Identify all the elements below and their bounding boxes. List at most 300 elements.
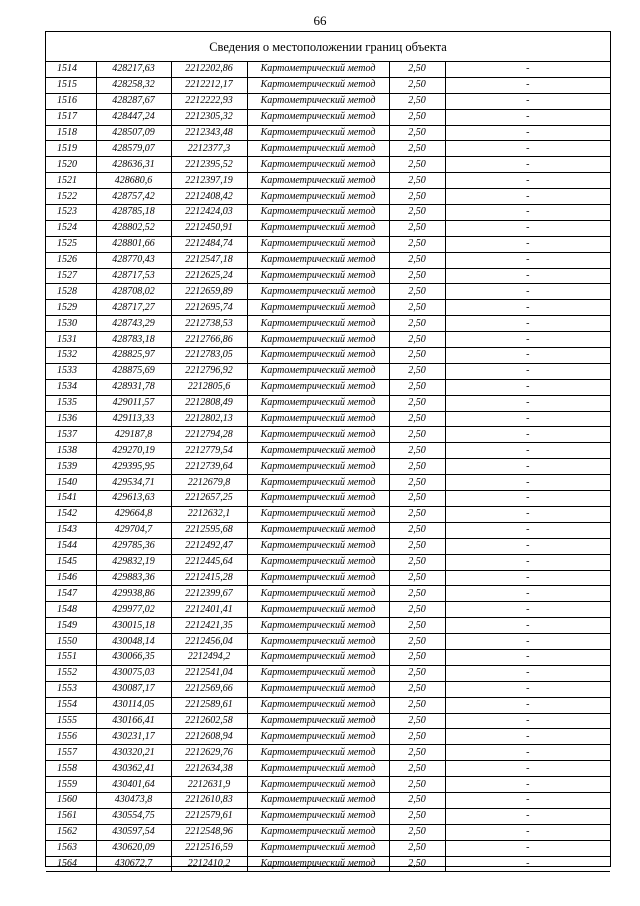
description-cell: - xyxy=(445,348,610,364)
description-cell: - xyxy=(445,729,610,745)
method-cell: Картометрический метод xyxy=(247,761,389,777)
method-cell: Картометрический метод xyxy=(247,427,389,443)
accuracy-cell: 2,50 xyxy=(389,316,445,332)
y-coordinate-cell: 2212424,03 xyxy=(171,205,247,221)
x-coordinate-cell: 429883,36 xyxy=(96,570,171,586)
y-coordinate-cell: 2212222,93 xyxy=(171,93,247,109)
y-coordinate-cell: 2212634,38 xyxy=(171,761,247,777)
point-number-cell: 1543 xyxy=(46,522,96,538)
y-coordinate-cell: 2212589,61 xyxy=(171,697,247,713)
x-coordinate-cell: 429011,57 xyxy=(96,395,171,411)
method-cell: Картометрический метод xyxy=(247,62,389,77)
table-row xyxy=(46,395,610,411)
x-coordinate-cell: 429704,7 xyxy=(96,522,171,538)
coordinates-table-frame xyxy=(45,31,611,867)
y-coordinate-cell: 2212579,61 xyxy=(171,808,247,824)
method-cell: Картометрический метод xyxy=(247,538,389,554)
point-number-cell: 1515 xyxy=(46,77,96,93)
point-number-cell: 1545 xyxy=(46,554,96,570)
accuracy-cell: 2,50 xyxy=(389,586,445,602)
x-coordinate-cell: 428636,31 xyxy=(96,157,171,173)
point-number-cell: 1542 xyxy=(46,506,96,522)
point-number-cell: 1547 xyxy=(46,586,96,602)
accuracy-cell: 2,50 xyxy=(389,348,445,364)
y-coordinate-cell: 2212445,64 xyxy=(171,554,247,570)
y-coordinate-cell: 2212629,76 xyxy=(171,745,247,761)
y-coordinate-cell: 2212410,2 xyxy=(171,856,247,872)
point-number-cell: 1520 xyxy=(46,157,96,173)
method-cell: Картометрический метод xyxy=(247,157,389,173)
description-cell: - xyxy=(445,745,610,761)
accuracy-cell: 2,50 xyxy=(389,506,445,522)
y-coordinate-cell: 2212657,25 xyxy=(171,491,247,507)
x-coordinate-cell: 430075,03 xyxy=(96,665,171,681)
accuracy-cell: 2,50 xyxy=(389,411,445,427)
description-cell: - xyxy=(445,697,610,713)
accuracy-cell: 2,50 xyxy=(389,173,445,189)
accuracy-cell: 2,50 xyxy=(389,427,445,443)
method-cell: Картометрический метод xyxy=(247,379,389,395)
method-cell: Картометрический метод xyxy=(247,236,389,252)
accuracy-cell: 2,50 xyxy=(389,93,445,109)
accuracy-cell: 2,50 xyxy=(389,777,445,793)
table-title: Сведения о местоположении границ объекта xyxy=(46,32,610,62)
point-number-cell: 1525 xyxy=(46,236,96,252)
x-coordinate-cell: 430066,35 xyxy=(96,649,171,665)
y-coordinate-cell: 2212202,86 xyxy=(171,62,247,77)
method-cell: Картометрический метод xyxy=(247,506,389,522)
y-coordinate-cell: 2212343,48 xyxy=(171,125,247,141)
table-row xyxy=(46,109,610,125)
method-cell: Картометрический метод xyxy=(247,634,389,650)
description-cell: - xyxy=(445,491,610,507)
x-coordinate-cell: 428743,29 xyxy=(96,316,171,332)
table-row xyxy=(46,220,610,236)
y-coordinate-cell: 2212632,1 xyxy=(171,506,247,522)
point-number-cell: 1536 xyxy=(46,411,96,427)
x-coordinate-cell: 430672,7 xyxy=(96,856,171,872)
table-row xyxy=(46,649,610,665)
x-coordinate-cell: 429113,33 xyxy=(96,411,171,427)
table-row xyxy=(46,268,610,284)
table-row xyxy=(46,681,610,697)
point-number-cell: 1541 xyxy=(46,491,96,507)
method-cell: Картометрический метод xyxy=(247,840,389,856)
y-coordinate-cell: 2212738,53 xyxy=(171,316,247,332)
page-number: 66 xyxy=(313,13,327,28)
y-coordinate-cell: 2212695,74 xyxy=(171,300,247,316)
x-coordinate-cell: 428680,6 xyxy=(96,173,171,189)
point-number-cell: 1537 xyxy=(46,427,96,443)
y-coordinate-cell: 2212602,58 xyxy=(171,713,247,729)
point-number-cell: 1535 xyxy=(46,395,96,411)
description-cell: - xyxy=(445,713,610,729)
x-coordinate-cell: 428801,66 xyxy=(96,236,171,252)
description-cell: - xyxy=(445,586,610,602)
table-row xyxy=(46,300,610,316)
point-number-cell: 1534 xyxy=(46,379,96,395)
point-number-cell: 1563 xyxy=(46,840,96,856)
accuracy-cell: 2,50 xyxy=(389,713,445,729)
x-coordinate-cell: 428287,67 xyxy=(96,93,171,109)
method-cell: Картометрический метод xyxy=(247,475,389,491)
x-coordinate-cell: 428258,32 xyxy=(96,77,171,93)
description-cell: - xyxy=(445,205,610,221)
method-cell: Картометрический метод xyxy=(247,77,389,93)
table-row xyxy=(46,713,610,729)
point-number-cell: 1548 xyxy=(46,602,96,618)
method-cell: Картометрический метод xyxy=(247,316,389,332)
table-row xyxy=(46,745,610,761)
description-cell: - xyxy=(445,618,610,634)
x-coordinate-cell: 429977,02 xyxy=(96,602,171,618)
x-coordinate-cell: 428757,42 xyxy=(96,189,171,205)
point-number-cell: 1528 xyxy=(46,284,96,300)
y-coordinate-cell: 2212569,66 xyxy=(171,681,247,697)
description-cell: - xyxy=(445,109,610,125)
y-coordinate-cell: 2212595,68 xyxy=(171,522,247,538)
accuracy-cell: 2,50 xyxy=(389,665,445,681)
description-cell: - xyxy=(445,252,610,268)
accuracy-cell: 2,50 xyxy=(389,554,445,570)
point-number-cell: 1521 xyxy=(46,173,96,189)
description-cell: - xyxy=(445,173,610,189)
y-coordinate-cell: 2212548,96 xyxy=(171,824,247,840)
y-coordinate-cell: 2212808,49 xyxy=(171,395,247,411)
accuracy-cell: 2,50 xyxy=(389,840,445,856)
table-row xyxy=(46,141,610,157)
point-number-cell: 1550 xyxy=(46,634,96,650)
method-cell: Картометрический метод xyxy=(247,491,389,507)
description-cell: - xyxy=(445,125,610,141)
method-cell: Картометрический метод xyxy=(247,649,389,665)
y-coordinate-cell: 2212450,91 xyxy=(171,220,247,236)
method-cell: Картометрический метод xyxy=(247,522,389,538)
point-number-cell: 1560 xyxy=(46,792,96,808)
x-coordinate-cell: 430048,14 xyxy=(96,634,171,650)
point-number-cell: 1517 xyxy=(46,109,96,125)
accuracy-cell: 2,50 xyxy=(389,252,445,268)
point-number-cell: 1561 xyxy=(46,808,96,824)
y-coordinate-cell: 2212608,94 xyxy=(171,729,247,745)
description-cell: - xyxy=(445,93,610,109)
x-coordinate-cell: 428770,43 xyxy=(96,252,171,268)
method-cell: Картометрический метод xyxy=(247,745,389,761)
point-number-cell: 1546 xyxy=(46,570,96,586)
table-row xyxy=(46,411,610,427)
description-cell: - xyxy=(445,300,610,316)
point-number-cell: 1553 xyxy=(46,681,96,697)
accuracy-cell: 2,50 xyxy=(389,856,445,872)
x-coordinate-cell: 428785,18 xyxy=(96,205,171,221)
accuracy-cell: 2,50 xyxy=(389,236,445,252)
accuracy-cell: 2,50 xyxy=(389,125,445,141)
point-number-cell: 1556 xyxy=(46,729,96,745)
accuracy-cell: 2,50 xyxy=(389,491,445,507)
x-coordinate-cell: 430087,17 xyxy=(96,681,171,697)
point-number-cell: 1533 xyxy=(46,363,96,379)
method-cell: Картометрический метод xyxy=(247,618,389,634)
y-coordinate-cell: 2212305,32 xyxy=(171,109,247,125)
y-coordinate-cell: 2212679,8 xyxy=(171,475,247,491)
y-coordinate-cell: 2212805,6 xyxy=(171,379,247,395)
description-cell: - xyxy=(445,856,610,872)
table-row xyxy=(46,538,610,554)
method-cell: Картометрический метод xyxy=(247,459,389,475)
table-row xyxy=(46,570,610,586)
x-coordinate-cell: 428717,53 xyxy=(96,268,171,284)
x-coordinate-cell: 428802,52 xyxy=(96,220,171,236)
y-coordinate-cell: 2212766,86 xyxy=(171,332,247,348)
method-cell: Картометрический метод xyxy=(247,284,389,300)
table-row xyxy=(46,427,610,443)
table-row xyxy=(46,777,610,793)
description-cell: - xyxy=(445,602,610,618)
accuracy-cell: 2,50 xyxy=(389,205,445,221)
table-row xyxy=(46,761,610,777)
point-number-cell: 1540 xyxy=(46,475,96,491)
method-cell: Картометрический метод xyxy=(247,220,389,236)
point-number-cell: 1544 xyxy=(46,538,96,554)
table-row xyxy=(46,459,610,475)
method-cell: Картометрический метод xyxy=(247,554,389,570)
table-row xyxy=(46,125,610,141)
table-row xyxy=(46,332,610,348)
table-row xyxy=(46,475,610,491)
point-number-cell: 1558 xyxy=(46,761,96,777)
point-number-cell: 1514 xyxy=(46,62,96,77)
table-row xyxy=(46,491,610,507)
accuracy-cell: 2,50 xyxy=(389,761,445,777)
y-coordinate-cell: 2212415,28 xyxy=(171,570,247,586)
point-number-cell: 1524 xyxy=(46,220,96,236)
method-cell: Картометрический метод xyxy=(247,681,389,697)
y-coordinate-cell: 2212659,89 xyxy=(171,284,247,300)
description-cell: - xyxy=(445,538,610,554)
x-coordinate-cell: 428217,63 xyxy=(96,62,171,77)
x-coordinate-cell: 429785,36 xyxy=(96,538,171,554)
accuracy-cell: 2,50 xyxy=(389,729,445,745)
description-cell: - xyxy=(445,316,610,332)
method-cell: Картометрический метод xyxy=(247,856,389,872)
method-cell: Картометрический метод xyxy=(247,363,389,379)
point-number-cell: 1522 xyxy=(46,189,96,205)
y-coordinate-cell: 2212794,28 xyxy=(171,427,247,443)
accuracy-cell: 2,50 xyxy=(389,697,445,713)
table-row xyxy=(46,157,610,173)
method-cell: Картометрический метод xyxy=(247,665,389,681)
method-cell: Картометрический метод xyxy=(247,824,389,840)
accuracy-cell: 2,50 xyxy=(389,649,445,665)
description-cell: - xyxy=(445,808,610,824)
x-coordinate-cell: 430362,41 xyxy=(96,761,171,777)
x-coordinate-cell: 428931,78 xyxy=(96,379,171,395)
x-coordinate-cell: 428717,27 xyxy=(96,300,171,316)
table-row xyxy=(46,379,610,395)
method-cell: Картометрический метод xyxy=(247,443,389,459)
table-row xyxy=(46,840,610,856)
method-cell: Картометрический метод xyxy=(247,109,389,125)
table-row xyxy=(46,554,610,570)
y-coordinate-cell: 2212484,74 xyxy=(171,236,247,252)
point-number-cell: 1523 xyxy=(46,205,96,221)
y-coordinate-cell: 2212421,35 xyxy=(171,618,247,634)
table-row xyxy=(46,602,610,618)
y-coordinate-cell: 2212494,2 xyxy=(171,649,247,665)
point-number-cell: 1518 xyxy=(46,125,96,141)
table-row xyxy=(46,522,610,538)
point-number-cell: 1562 xyxy=(46,824,96,840)
x-coordinate-cell: 430473,8 xyxy=(96,792,171,808)
point-number-cell: 1527 xyxy=(46,268,96,284)
point-number-cell: 1549 xyxy=(46,618,96,634)
description-cell: - xyxy=(445,761,610,777)
x-coordinate-cell: 428825,97 xyxy=(96,348,171,364)
table-row xyxy=(46,93,610,109)
accuracy-cell: 2,50 xyxy=(389,62,445,77)
y-coordinate-cell: 2212631,9 xyxy=(171,777,247,793)
table-row xyxy=(46,443,610,459)
accuracy-cell: 2,50 xyxy=(389,792,445,808)
x-coordinate-cell: 428447,24 xyxy=(96,109,171,125)
description-cell: - xyxy=(445,777,610,793)
y-coordinate-cell: 2212399,67 xyxy=(171,586,247,602)
y-coordinate-cell: 2212541,04 xyxy=(171,665,247,681)
method-cell: Картометрический метод xyxy=(247,252,389,268)
method-cell: Картометрический метод xyxy=(247,697,389,713)
point-number-cell: 1532 xyxy=(46,348,96,364)
method-cell: Картометрический метод xyxy=(247,300,389,316)
description-cell: - xyxy=(445,649,610,665)
y-coordinate-cell: 2212395,52 xyxy=(171,157,247,173)
description-cell: - xyxy=(445,189,610,205)
point-number-cell: 1531 xyxy=(46,332,96,348)
description-cell: - xyxy=(445,459,610,475)
accuracy-cell: 2,50 xyxy=(389,522,445,538)
x-coordinate-cell: 430166,41 xyxy=(96,713,171,729)
method-cell: Картометрический метод xyxy=(247,411,389,427)
accuracy-cell: 2,50 xyxy=(389,824,445,840)
method-cell: Картометрический метод xyxy=(247,713,389,729)
table-row xyxy=(46,284,610,300)
method-cell: Картометрический метод xyxy=(247,189,389,205)
accuracy-cell: 2,50 xyxy=(389,300,445,316)
x-coordinate-cell: 428708,02 xyxy=(96,284,171,300)
table-row xyxy=(46,697,610,713)
accuracy-cell: 2,50 xyxy=(389,618,445,634)
method-cell: Картометрический метод xyxy=(247,729,389,745)
accuracy-cell: 2,50 xyxy=(389,268,445,284)
x-coordinate-cell: 430597,54 xyxy=(96,824,171,840)
method-cell: Картометрический метод xyxy=(247,268,389,284)
accuracy-cell: 2,50 xyxy=(389,395,445,411)
table-row xyxy=(46,77,610,93)
method-cell: Картометрический метод xyxy=(247,570,389,586)
method-cell: Картометрический метод xyxy=(247,332,389,348)
x-coordinate-cell: 428783,18 xyxy=(96,332,171,348)
description-cell: - xyxy=(445,395,610,411)
accuracy-cell: 2,50 xyxy=(389,538,445,554)
accuracy-cell: 2,50 xyxy=(389,745,445,761)
y-coordinate-cell: 2212377,3 xyxy=(171,141,247,157)
x-coordinate-cell: 430114,05 xyxy=(96,697,171,713)
x-coordinate-cell: 429613,63 xyxy=(96,491,171,507)
y-coordinate-cell: 2212547,18 xyxy=(171,252,247,268)
description-cell: - xyxy=(445,570,610,586)
x-coordinate-cell: 429938,86 xyxy=(96,586,171,602)
y-coordinate-cell: 2212401,41 xyxy=(171,602,247,618)
method-cell: Картометрический метод xyxy=(247,808,389,824)
accuracy-cell: 2,50 xyxy=(389,220,445,236)
x-coordinate-cell: 429395,95 xyxy=(96,459,171,475)
table-row xyxy=(46,856,610,872)
table-row xyxy=(46,189,610,205)
y-coordinate-cell: 2212492,47 xyxy=(171,538,247,554)
accuracy-cell: 2,50 xyxy=(389,363,445,379)
description-cell: - xyxy=(445,363,610,379)
accuracy-cell: 2,50 xyxy=(389,157,445,173)
description-cell: - xyxy=(445,475,610,491)
description-cell: - xyxy=(445,665,610,681)
accuracy-cell: 2,50 xyxy=(389,459,445,475)
description-cell: - xyxy=(445,62,610,77)
accuracy-cell: 2,50 xyxy=(389,284,445,300)
point-number-cell: 1554 xyxy=(46,697,96,713)
x-coordinate-cell: 428579,07 xyxy=(96,141,171,157)
y-coordinate-cell: 2212796,92 xyxy=(171,363,247,379)
y-coordinate-cell: 2212739,64 xyxy=(171,459,247,475)
method-cell: Картометрический метод xyxy=(247,205,389,221)
x-coordinate-cell: 428875,69 xyxy=(96,363,171,379)
method-cell: Картометрический метод xyxy=(247,602,389,618)
description-cell: - xyxy=(445,284,610,300)
table-row xyxy=(46,634,610,650)
x-coordinate-cell: 430015,18 xyxy=(96,618,171,634)
y-coordinate-cell: 2212516,59 xyxy=(171,840,247,856)
method-cell: Картометрический метод xyxy=(247,777,389,793)
x-coordinate-cell: 429534,71 xyxy=(96,475,171,491)
description-cell: - xyxy=(445,522,610,538)
table-row xyxy=(46,252,610,268)
accuracy-cell: 2,50 xyxy=(389,443,445,459)
description-cell: - xyxy=(445,824,610,840)
point-number-cell: 1530 xyxy=(46,316,96,332)
description-cell: - xyxy=(445,332,610,348)
table-row xyxy=(46,363,610,379)
point-number-cell: 1551 xyxy=(46,649,96,665)
point-number-cell: 1519 xyxy=(46,141,96,157)
method-cell: Картометрический метод xyxy=(247,93,389,109)
x-coordinate-cell: 429832,19 xyxy=(96,554,171,570)
method-cell: Картометрический метод xyxy=(247,792,389,808)
accuracy-cell: 2,50 xyxy=(389,379,445,395)
accuracy-cell: 2,50 xyxy=(389,570,445,586)
description-cell: - xyxy=(445,681,610,697)
description-cell: - xyxy=(445,634,610,650)
accuracy-cell: 2,50 xyxy=(389,808,445,824)
point-number-cell: 1529 xyxy=(46,300,96,316)
y-coordinate-cell: 2212625,24 xyxy=(171,268,247,284)
y-coordinate-cell: 2212212,17 xyxy=(171,77,247,93)
point-number-cell: 1552 xyxy=(46,665,96,681)
point-number-cell: 1539 xyxy=(46,459,96,475)
y-coordinate-cell: 2212456,04 xyxy=(171,634,247,650)
point-number-cell: 1557 xyxy=(46,745,96,761)
y-coordinate-cell: 2212397,19 xyxy=(171,173,247,189)
point-number-cell: 1516 xyxy=(46,93,96,109)
accuracy-cell: 2,50 xyxy=(389,634,445,650)
description-cell: - xyxy=(445,220,610,236)
